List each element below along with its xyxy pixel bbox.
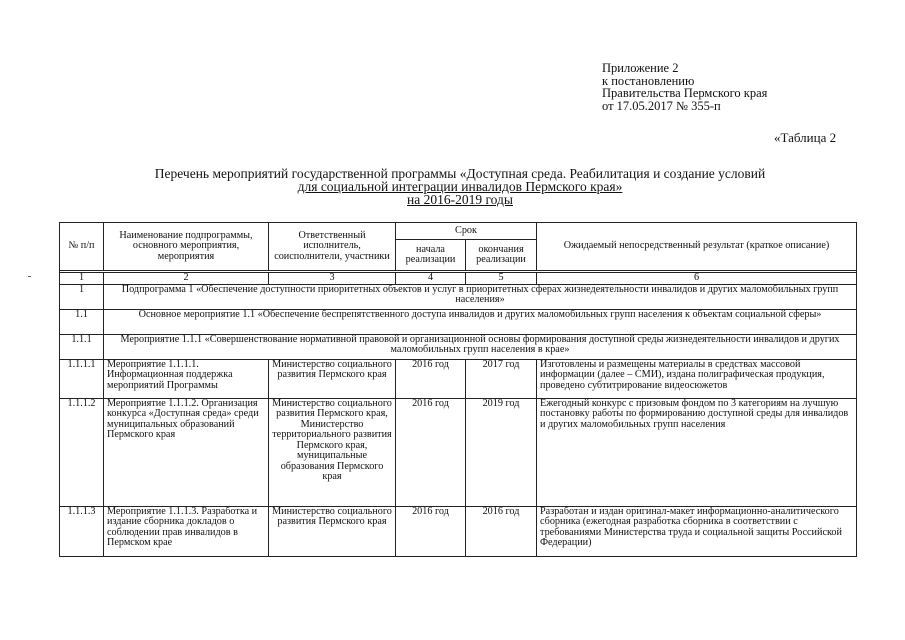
table-row xyxy=(60,398,857,506)
appendix-line-1: Приложение 2 xyxy=(602,61,679,75)
table-row xyxy=(60,334,857,359)
row-number: 1 xyxy=(60,284,104,309)
title-line-3: на 2016-2019 годы xyxy=(407,192,513,207)
header-end: окончания реализации xyxy=(466,240,537,271)
measure-executor: Министерство социального развития Пермского края xyxy=(269,506,396,556)
measure-result: Изготовлены и размещены материалы в средствах массовой информации (далее – СМИ), издана полиграфическая продукция, проведено субтитрирование видеосюжетов xyxy=(537,359,857,398)
measure-name: Мероприятие 1.1.1.1. Информационная поддержка мероприятий Программы xyxy=(104,359,269,398)
measure-executor: Министерство социального развития Пермского края, Министерство территориального развития Пермского края, муниципальные образования Пермского края xyxy=(269,398,396,506)
measures-table xyxy=(59,222,857,557)
table-row xyxy=(60,359,857,398)
measure-end: 2016 год xyxy=(466,506,537,556)
column-number: 6 xyxy=(537,273,857,285)
row-number: 1.1 xyxy=(60,309,104,334)
measure-end: 2019 год xyxy=(466,398,537,506)
table-row xyxy=(60,506,857,556)
table-row xyxy=(60,309,857,334)
measure-executor: Министерство социального развития Пермского края xyxy=(269,359,396,398)
row-number: 1.1.1.3 xyxy=(60,506,104,556)
document-title xyxy=(95,167,825,206)
table-reference: «Таблица 2 xyxy=(774,130,837,145)
measure-end: 2017 год xyxy=(466,359,537,398)
measure-start: 2016 год xyxy=(396,506,466,556)
header-term: Срок xyxy=(396,223,537,240)
measure-result: Разработан и издан оригинал-макет информационно-аналитического сборника (ежегодная разработка сборника в соответствии с требованиями Министерства труда и социальной защиты Российской Федерации) xyxy=(537,506,857,556)
measure-title: Мероприятие 1.1.1 «Совершенствование нормативной правовой и организационной основы формирования доступной среды жизнедеятельности инвалидов и других маломобильных групп населения в крае» xyxy=(104,334,857,359)
row-number: 1.1.1.1 xyxy=(60,359,104,398)
measure-name: Мероприятие 1.1.1.2. Организация конкурса «Доступная среда» среди муниципальных образований Пермского края xyxy=(104,398,269,506)
appendix-block xyxy=(602,62,767,112)
main-measure-title: Основное мероприятие 1.1 «Обеспечение беспрепятственного доступа инвалидов и других маломобильных групп населения к объектам социальной сферы» xyxy=(104,309,857,334)
column-number: 2 xyxy=(104,273,269,285)
title-line-1: Перечень мероприятий государственной программы «Доступная среда. Реабилитация и создание условий xyxy=(154,166,766,181)
column-number: 3 xyxy=(269,273,396,285)
row-number: 1.1.1.2 xyxy=(60,398,104,506)
header-start: начала реализации xyxy=(396,240,466,271)
measure-start: 2016 год xyxy=(396,359,466,398)
header-num: № п/п xyxy=(60,223,104,271)
appendix-line-2: к постановлению xyxy=(602,73,695,88)
appendix-line-4: от 17.05.2017 № 355-п xyxy=(602,98,721,113)
measure-name: Мероприятие 1.1.1.3. Разработка и издание сборника докладов о соблюдении прав инвалидов в Пермском крае xyxy=(104,506,269,556)
title-line-2: для социальной интеграции инвалидов Пермского края» xyxy=(297,179,623,194)
header-result: Ожидаемый непосредственный результат (краткое описание) xyxy=(537,223,857,271)
column-number: 5 xyxy=(466,273,537,285)
column-number: 1 xyxy=(60,273,104,285)
header-executor: Ответственный исполнитель, соисполнители, участники xyxy=(269,223,396,271)
measure-result: Ежегодный конкурс с призовым фондом по 3 категориям на лучшую постановку работы по формированию доступной среды для инвалидов и других маломобильных групп населения xyxy=(537,398,857,506)
header-name: Наименование подпрограммы, основного мероприятия, мероприятия xyxy=(104,223,269,271)
measure-start: 2016 год xyxy=(396,398,466,506)
row-number: 1.1.1 xyxy=(60,334,104,359)
column-number: 4 xyxy=(396,273,466,285)
table-row xyxy=(60,284,857,309)
subprogram-title: Подпрограмма 1 «Обеспечение доступности приоритетных объектов и услуг в приоритетных сферах жизнедеятельности инвалидов и других маломобильных групп населения» xyxy=(104,284,857,309)
appendix-line-3: Правительства Пермского края xyxy=(602,86,768,100)
scan-mark xyxy=(28,276,31,277)
